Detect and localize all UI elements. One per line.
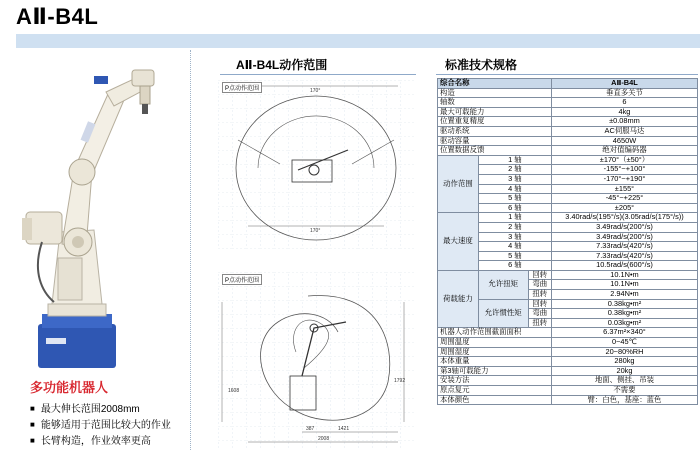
table-row: [438, 366, 698, 376]
spec-value: 绝对值编码器: [551, 146, 697, 156]
spec-axis: 弯曲: [528, 309, 551, 319]
spec-axis: 4 轴: [478, 184, 551, 194]
spec-title: 标准技术规格: [445, 58, 518, 72]
spec-value: 0.38kg•m²: [551, 299, 697, 309]
spec-value: 0.38kg•m²: [551, 309, 697, 319]
range-title: AⅡ-B4L动作范围: [236, 58, 328, 72]
page-title: AⅡ-B4L: [16, 4, 99, 29]
range-underline: [220, 74, 416, 75]
spec-value: 10.5rad/s(600°/s): [551, 261, 697, 271]
feature-item: ■ 长臂构造，作业效率更高: [30, 434, 171, 450]
feature-item: ■ 最大伸长范围2008mm: [30, 402, 171, 418]
spec-key: 驱动容量: [438, 136, 552, 146]
table-row: [438, 347, 698, 357]
feature-item: ■ 能够适用于范围比较大的作业: [30, 418, 171, 434]
spec-axis: 扭转: [528, 318, 551, 328]
spec-value: 0.03kg•m²: [551, 318, 697, 328]
spec-axis: 回转: [528, 299, 551, 309]
spec-table: [437, 78, 698, 405]
bottom-diagram-label: P点动作范围: [222, 274, 262, 285]
spec-key: 机器人动作范围截面面积: [438, 328, 552, 338]
spec-value: 垂直多关节: [551, 88, 697, 98]
spec-key: 本体颜色: [438, 395, 552, 405]
spec-value: 不需要: [551, 386, 697, 396]
spec-value: ±170°（±50°）: [551, 155, 697, 165]
spec-value: 6.37m²×340°: [551, 328, 697, 338]
table-row: [438, 386, 698, 396]
spec-key: 本体重量: [438, 357, 552, 367]
spec-value: ±0.08mm: [551, 117, 697, 127]
spec-value: AC伺服马达: [551, 126, 697, 136]
spec-key: 周围温度: [438, 338, 552, 348]
spec-value: 3.40rad/s(195°/s)(3.05rad/s(175°/s)): [551, 213, 697, 223]
table-row: [438, 338, 698, 348]
spec-key: 最大可载能力: [438, 107, 552, 117]
spec-subgroup-label: 允许惯性矩: [478, 299, 528, 328]
spec-value: 4kg: [551, 107, 697, 117]
spec-key: 综合名称: [438, 79, 552, 89]
spec-axis: 2 轴: [478, 222, 551, 232]
robot-image: [2, 62, 178, 372]
spec-axis: 1 轴: [478, 213, 551, 223]
spec-group-label: 荷载能力: [438, 270, 479, 328]
spec-value: 20~80%RH: [551, 347, 697, 357]
table-row: [438, 98, 698, 108]
spec-subgroup-label: 允许扭矩: [478, 270, 528, 299]
spec-axis: 1 轴: [478, 155, 551, 165]
spec-value: AⅡ-B4L: [551, 79, 697, 89]
side-view-diagram: [218, 272, 414, 448]
spec-key: 轴数: [438, 98, 552, 108]
table-row: [438, 270, 698, 280]
spec-value: 地面、侧挂、吊装: [551, 376, 697, 386]
spec-value: -45°~+225°: [551, 194, 697, 204]
spec-underline: [436, 74, 698, 75]
header-bar: [16, 34, 700, 48]
spec-group-label: 动作范围: [438, 155, 479, 213]
spec-axis: 扭转: [528, 290, 551, 300]
spec-value: 7.33rad/s(420°/s): [551, 251, 697, 261]
spec-key: 位置重复精度: [438, 117, 552, 127]
feature-list: [30, 402, 171, 450]
dim-label: 170°: [310, 88, 321, 94]
dim-label: 2008: [318, 436, 330, 442]
spec-axis: 4 轴: [478, 242, 551, 252]
table-row: [438, 357, 698, 367]
spec-key: 构造: [438, 88, 552, 98]
table-row: [438, 117, 698, 127]
dim-label: 1608: [228, 388, 240, 394]
table-row: [438, 155, 698, 165]
spec-axis: 3 轴: [478, 232, 551, 242]
spec-value: 7.33rad/s(420°/s): [551, 242, 697, 252]
spec-value: 10.1N•m: [551, 270, 697, 280]
spec-axis: 6 轴: [478, 203, 551, 213]
spec-value: ±205°: [551, 203, 697, 213]
table-row: [438, 146, 698, 156]
spec-value: 6: [551, 98, 697, 108]
spec-value: 3.49rad/s(200°/s): [551, 232, 697, 242]
spec-key: 周围湿度: [438, 347, 552, 357]
table-row: [438, 213, 698, 223]
spec-value: 2.94N•m: [551, 290, 697, 300]
table-row: [438, 328, 698, 338]
spec-axis: 弯曲: [528, 280, 551, 290]
spec-value: 3.49rad/s(200°/s): [551, 222, 697, 232]
dim-label: 1421: [338, 426, 350, 432]
spec-value: ±155°: [551, 184, 697, 194]
spec-key: 安装方法: [438, 376, 552, 386]
spec-group-label: 最大速度: [438, 213, 479, 271]
spec-axis: 2 轴: [478, 165, 551, 175]
table-row: [438, 126, 698, 136]
spec-value: 280kg: [551, 357, 697, 367]
spec-key: 原点复元: [438, 386, 552, 396]
table-row: [438, 88, 698, 98]
spec-axis: 回转: [528, 270, 551, 280]
top-view-diagram: [218, 80, 414, 250]
spec-key: 位置数据反馈: [438, 146, 552, 156]
subtitle: 多功能机器人: [30, 380, 109, 395]
spec-value: 臂：白色，基座：蓝色: [551, 395, 697, 405]
spec-value: -170°~+190°: [551, 174, 697, 184]
spec-axis: 6 轴: [478, 261, 551, 271]
spec-value: 20kg: [551, 366, 697, 376]
spec-value: 0~45℃: [551, 338, 697, 348]
table-row: [438, 376, 698, 386]
table-row: [438, 79, 698, 89]
dim-label: 387: [306, 426, 315, 432]
spec-value: -155°~+100°: [551, 165, 697, 175]
spec-value: 10.1N•m: [551, 280, 697, 290]
spec-key: 第3轴可载能力: [438, 366, 552, 376]
column-divider: [190, 50, 191, 450]
dim-label: 170°: [310, 228, 321, 234]
spec-axis: 5 轴: [478, 194, 551, 204]
spec-key: 驱动系统: [438, 126, 552, 136]
dim-label: 1792: [394, 378, 406, 384]
spec-axis: 3 轴: [478, 174, 551, 184]
spec-axis: 5 轴: [478, 251, 551, 261]
top-diagram-label: P点动作范围: [222, 82, 262, 93]
spec-value: 4650W: [551, 136, 697, 146]
table-row: [438, 395, 698, 405]
